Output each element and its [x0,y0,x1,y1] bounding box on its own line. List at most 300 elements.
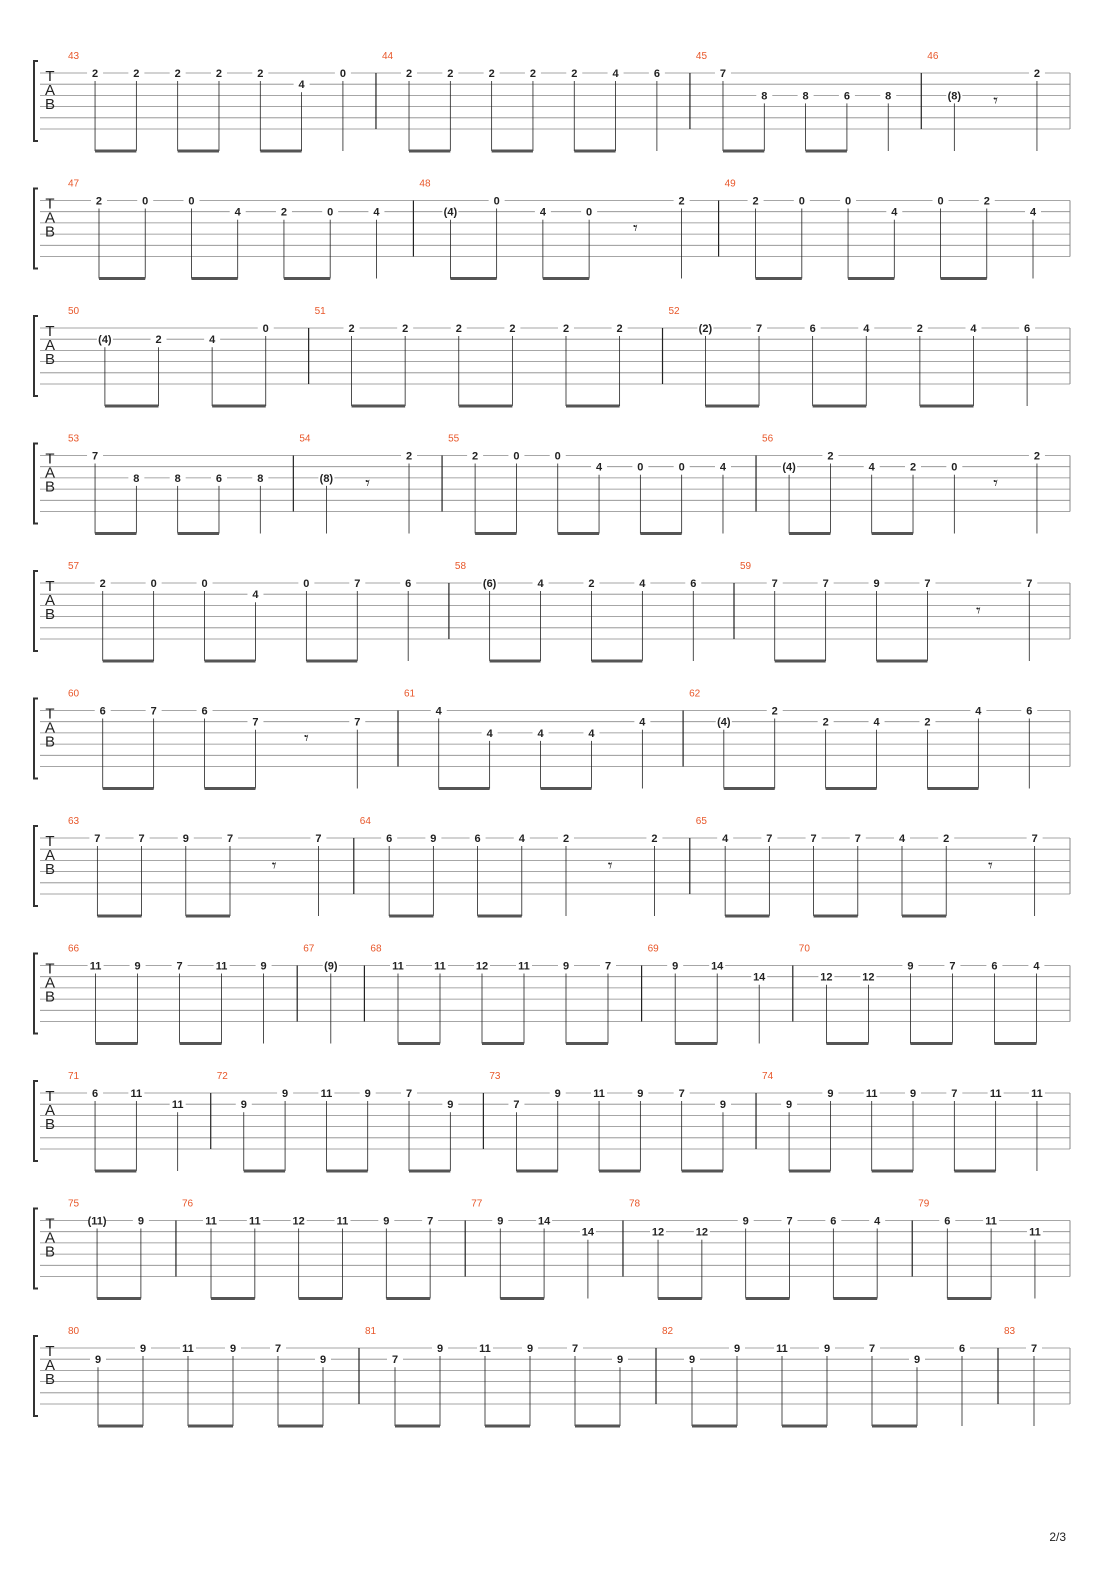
fret-number: 2 [827,450,834,463]
measure-number: 50 [68,306,80,317]
fret-number: 11 [171,1099,184,1112]
fret-number: 4 [537,727,544,740]
fret-number: 2 [455,323,462,335]
fret-number: 0 [201,578,208,590]
fret-number: 11 [593,1088,605,1100]
rest-symbol: 𝄾 [993,90,999,112]
tab-clef-letter: B [44,351,56,368]
fret-number: 11 [89,960,102,973]
fret-number: 0 [937,195,944,208]
fret-number: 7 [354,716,361,729]
rest-symbol: 𝄾 [632,218,638,240]
fret-number: 9 [562,960,570,973]
tab-clef-letter: A [44,1357,56,1374]
measure-number: 81 [365,1326,377,1337]
fret-number: 4 [612,68,619,80]
page-number: 2/3 [1049,1530,1066,1544]
tab-clef-letter: A [44,337,56,354]
fret-number: 6 [991,960,998,973]
fret-number: 7 [513,1099,520,1112]
staff-bracket [34,699,38,779]
rest-symbol: 𝄾 [271,855,277,877]
tab-clef-letter: A [44,847,56,864]
fret-number: 6 [944,1215,951,1228]
fret-number: 7 [1030,1343,1038,1355]
fret-number: 2 [529,68,537,80]
fret-number: 2 [562,323,570,335]
fret-number: 8 [133,472,140,485]
tab-clef-letter: A [44,719,56,737]
measure-number: 58 [454,561,467,572]
fret-number: (9) [324,960,338,973]
fret-number: 0 [262,323,269,335]
fret-number: 2 [983,195,990,208]
fret-number: 9 [282,1088,289,1100]
fret-number: 6 [474,833,481,845]
fret-number: 6 [99,705,106,718]
fret-number: 7 [854,833,861,845]
tab-clef-letter: T [45,833,55,850]
fret-number: 4 [435,705,442,718]
fret-number: (8) [319,472,334,485]
fret-number: 11 [182,1343,194,1355]
fret-number: 7 [150,705,157,718]
tab-clef-letter: B [44,96,56,113]
measure-number: 52 [668,306,680,317]
fret-number: 9 [913,1354,921,1367]
fret-number: 2 [133,68,140,80]
fret-number: 11 [205,1215,217,1228]
measure-number: 55 [448,433,460,445]
measure-number: 48 [419,178,431,190]
fret-number: 4 [588,727,595,740]
fret-number: 6 [1026,705,1033,718]
fret-number: 11 [392,960,404,973]
staff-bracket [34,954,38,1034]
tab-clef-letter: A [44,1102,56,1119]
measure-number: 51 [314,306,326,317]
fret-number: 9 [139,1343,147,1355]
rest-symbol: 𝄾 [365,473,371,495]
fret-number: 2 [616,323,623,335]
fret-number: 4 [537,578,544,590]
fret-number: 2 [215,68,223,80]
fret-number: 4 [639,578,646,590]
measure-number: 71 [68,1071,80,1082]
fret-number: 4 [874,1215,881,1228]
fret-number: 14 [537,1215,551,1228]
fret-number: 7 [678,1088,685,1100]
fret-number: 7 [226,833,234,845]
fret-number: 2 [488,68,495,80]
fret-number: 9 [554,1088,561,1100]
fret-number: 7 [94,833,101,845]
fret-number: 2 [99,578,106,590]
fret-number: 6 [958,1343,966,1355]
fret-number: 2 [95,195,103,208]
tab-clef-letter: B [44,606,56,623]
fret-number: 14 [753,971,766,984]
fret-number: 2 [509,323,516,335]
fret-number: 9 [823,1343,831,1355]
fret-number: 4 [898,833,906,845]
fret-number: 4 [975,705,982,718]
fret-number: 2 [678,195,685,208]
measure-number: 77 [471,1198,483,1210]
tab-clef-letter: B [44,1116,56,1133]
fret-number: 9 [94,1354,102,1367]
fret-number: 9 [909,1088,917,1100]
fret-number: 0 [188,195,195,208]
fret-number: (4) [98,334,112,347]
staff-bracket [34,61,38,141]
fret-number: 7 [176,960,183,973]
fret-number: 0 [586,206,593,219]
fret-number: 4 [373,206,380,219]
fret-number: 7 [274,1343,282,1355]
fret-number: 7 [1031,833,1038,845]
fret-number: 9 [497,1215,504,1228]
measure-number: 83 [1004,1326,1016,1337]
fret-number: 2 [155,334,162,347]
fret-number: 8 [885,90,892,103]
fret-number: 7 [868,1343,876,1355]
fret-number: 7 [315,833,322,845]
tab-clef-letter: T [45,68,55,85]
fret-number: 11 [865,1088,878,1100]
fret-number: 9 [672,960,679,973]
fret-number: 6 [1024,323,1031,335]
fret-number: 0 [678,461,685,474]
tab-clef-letter: T [45,960,55,978]
fret-number: (2) [698,323,713,335]
fret-number: 6 [91,1088,99,1100]
tab-clef-letter: T [45,578,55,595]
fret-number: 4 [518,833,525,845]
tab-clef-letter: B [44,988,56,1006]
fret-number: 6 [690,578,697,590]
fret-number: 2 [257,68,264,80]
measure-number: 56 [762,433,774,445]
rest-symbol: 𝄾 [607,855,613,877]
fret-number: 11 [249,1215,261,1228]
fret-number: 0 [327,206,334,219]
tab-clef-letter: T [45,705,55,723]
tab-clef-letter: T [45,1215,55,1233]
tab-clef-letter: B [44,1243,56,1261]
fret-number: 2 [348,323,355,335]
fret-number: (4) [717,716,731,729]
measure-number: 45 [695,51,708,62]
staff-bracket [34,571,38,651]
fret-number: 2 [405,68,413,80]
measure-number: 54 [299,433,311,445]
fret-number: 9 [616,1354,624,1367]
fret-number: 0 [303,578,310,590]
rest-symbol: 𝄾 [988,855,993,877]
fret-number: 9 [240,1099,247,1112]
fret-number: 7 [571,1343,579,1355]
measure-number: 79 [918,1198,930,1210]
fret-number: 7 [924,578,931,590]
tab-clef-letter: B [44,223,56,241]
fret-number: 7 [755,323,763,335]
fret-number: 0 [798,195,805,208]
measure-number: 75 [68,1198,80,1210]
fret-number: 0 [513,450,520,463]
fret-number: 9 [182,833,189,845]
tab-clef-letter: T [45,450,55,468]
fret-number: 9 [827,1088,834,1100]
fret-number: 2 [822,716,829,729]
measure-number: 69 [647,943,659,955]
measure-number: 82 [662,1326,674,1337]
rest-symbol: 𝄾 [993,473,999,495]
fret-number: 4 [719,461,727,474]
measure-number: 74 [762,1071,774,1082]
fret-number: 4 [868,461,875,474]
fret-number: 9 [873,578,880,590]
fret-number: 6 [201,705,208,718]
fret-number: 4 [891,206,898,219]
tab-clef-letter: T [45,1343,55,1360]
fret-number: 7 [822,578,829,590]
fret-number: 11 [989,1088,1002,1100]
fret-number: 4 [1029,206,1037,219]
fret-number: 6 [386,833,393,845]
fret-number: 6 [830,1215,837,1228]
fret-number: 9 [383,1215,390,1228]
staff-bracket [34,444,38,524]
rest-symbol: 𝄾 [303,728,309,750]
measure-number: 46 [927,51,939,62]
measure-number: 66 [68,943,80,955]
fret-number: 9 [733,1343,741,1355]
measure-number: 61 [404,688,416,700]
measure-number: 73 [489,1071,501,1082]
fret-number: 0 [150,578,157,590]
fret-number: 0 [339,68,346,80]
fret-number: 4 [234,206,241,219]
fret-number: 2 [916,323,923,335]
fret-number: 4 [639,716,646,729]
staff-bracket [34,1081,38,1161]
fret-number: 11 [776,1343,788,1355]
rest-symbol: 𝄾 [975,600,981,622]
fret-number: 6 [405,578,412,590]
fret-number: 9 [134,960,141,973]
measure-number: 60 [68,688,80,700]
fret-number: 7 [786,1215,793,1228]
fret-number: 2 [771,705,778,718]
measure-number: 72 [216,1071,228,1082]
fret-number: 6 [653,68,660,80]
fret-number: 6 [809,323,816,335]
fret-number: 9 [229,1343,237,1355]
fret-number: 2 [752,195,759,208]
tab-clef-letter: A [44,592,56,609]
fret-number: 2 [174,68,181,80]
fret-number: 0 [554,450,561,463]
fret-number: 9 [430,833,437,845]
fret-number: 2 [588,578,595,590]
fret-number: 7 [405,1088,413,1100]
tab-clef-letter: T [45,1088,55,1105]
fret-number: 0 [844,195,852,208]
fret-number: 14 [711,960,724,973]
fret-number: 11 [434,960,446,973]
fret-number: 2 [402,323,409,335]
fret-number: 7 [391,1354,399,1367]
fret-number: 4 [1033,960,1040,973]
tab-clef-letter: A [44,209,56,227]
tab-clef-letter: B [44,733,56,751]
fret-number: 9 [137,1215,144,1228]
tab-clef-letter: B [44,478,56,496]
measure-number: 68 [370,943,382,955]
fret-number: 14 [581,1226,595,1239]
fret-number: 4 [209,334,216,347]
fret-number: 2 [909,461,917,474]
fret-number: 9 [637,1088,644,1100]
staff-bracket [34,1336,38,1416]
fret-number: 6 [843,90,850,103]
measure-number: 43 [68,51,80,62]
fret-number: 4 [970,323,977,335]
fret-number: 4 [539,206,546,219]
fret-number: 11 [130,1088,143,1100]
staff-bracket [34,1209,38,1289]
fret-number: 4 [486,727,493,740]
fret-number: 7 [252,716,259,729]
fret-number: 2 [280,206,288,219]
tab-clef-letter: T [45,323,55,340]
fret-number: 9 [260,960,267,973]
fret-number: 7 [427,1215,434,1228]
measure-number: 57 [68,561,80,572]
fret-number: 9 [447,1099,454,1112]
fret-number: 2 [405,450,413,463]
fret-number: 11 [1029,1226,1041,1239]
fret-number: 7 [951,1088,958,1100]
fret-number: 11 [479,1343,491,1355]
fret-number: 12 [862,971,875,984]
fret-number: 11 [1031,1088,1043,1100]
tab-clef-letter: B [44,861,56,878]
fret-number: 9 [742,1215,749,1228]
fret-number: 0 [493,195,500,208]
tab-clef-letter: A [44,82,56,99]
tab-clef-letter: B [44,1371,56,1388]
fret-number: (11) [87,1215,107,1228]
fret-number: 8 [802,90,809,103]
fret-number: 2 [943,833,950,845]
fret-number: 2 [1033,450,1041,463]
fret-number: 4 [595,461,603,474]
fret-number: 7 [1026,578,1033,590]
tab-clef-letter: T [45,195,55,213]
fret-number: 12 [475,960,489,973]
fret-number: 2 [447,68,454,80]
fret-number: 4 [252,589,259,602]
measure-number: 80 [68,1326,80,1337]
tab-clef-letter: A [44,974,56,992]
fret-number: 7 [354,578,361,590]
fret-number: 7 [771,578,778,590]
fret-number: 12 [820,971,833,984]
measure-number: 44 [381,51,394,62]
fret-number: 9 [436,1343,444,1355]
fret-number: 7 [604,960,612,973]
fret-number: 2 [1033,68,1041,80]
measure-number: 62 [689,688,701,700]
fret-number: 0 [951,461,958,474]
measure-number: 63 [68,816,80,827]
fret-number: 9 [719,1099,727,1112]
fret-number: 7 [138,833,145,845]
measure-number: 78 [628,1198,641,1210]
fret-number: 4 [722,833,729,845]
fret-number: 8 [257,472,264,485]
fret-number: 9 [319,1354,327,1367]
fret-number: (4) [782,461,796,474]
fret-number: 11 [215,960,228,973]
fret-number: 12 [695,1226,708,1239]
measure-number: 76 [181,1198,194,1210]
fret-number: 2 [924,716,931,729]
measure-number: 59 [740,561,752,572]
measure-number: 47 [68,178,80,190]
fret-number: (6) [482,578,497,590]
measure-number: 65 [695,816,707,827]
staff-bracket [34,316,38,396]
fret-number: 9 [688,1354,696,1367]
measure-number: 67 [303,943,315,955]
fret-number: (4) [443,206,458,219]
fret-number: 2 [651,833,658,845]
fret-number: 11 [518,960,530,973]
fret-number: 7 [719,68,727,80]
fret-number: 8 [761,90,768,103]
fret-number: 9 [526,1343,534,1355]
fret-number: 0 [637,461,644,474]
fret-number: 2 [571,68,578,80]
fret-number: 11 [985,1215,997,1228]
fret-number: (8) [947,90,962,103]
measure-number: 49 [724,178,736,190]
fret-number: 12 [292,1215,305,1228]
fret-number: 2 [562,833,570,845]
staff-bracket [34,826,38,906]
fret-number: 11 [320,1088,333,1100]
fret-number: 12 [651,1226,665,1239]
fret-number: 9 [364,1088,371,1100]
fret-number: 8 [174,472,181,485]
fret-number: 2 [472,450,479,463]
fret-number: 7 [810,833,817,845]
measure-number: 70 [798,943,810,955]
fret-number: 9 [786,1099,793,1112]
measure-number: 64 [359,816,371,827]
tab-clef-letter: A [44,464,56,482]
fret-number: 9 [907,960,914,973]
fret-number: 4 [298,79,305,92]
fret-number: 2 [91,68,99,80]
fret-number: 7 [91,450,99,463]
fret-number: 7 [766,833,773,845]
tab-clef-letter: A [44,1229,56,1247]
fret-number: 4 [873,716,880,729]
